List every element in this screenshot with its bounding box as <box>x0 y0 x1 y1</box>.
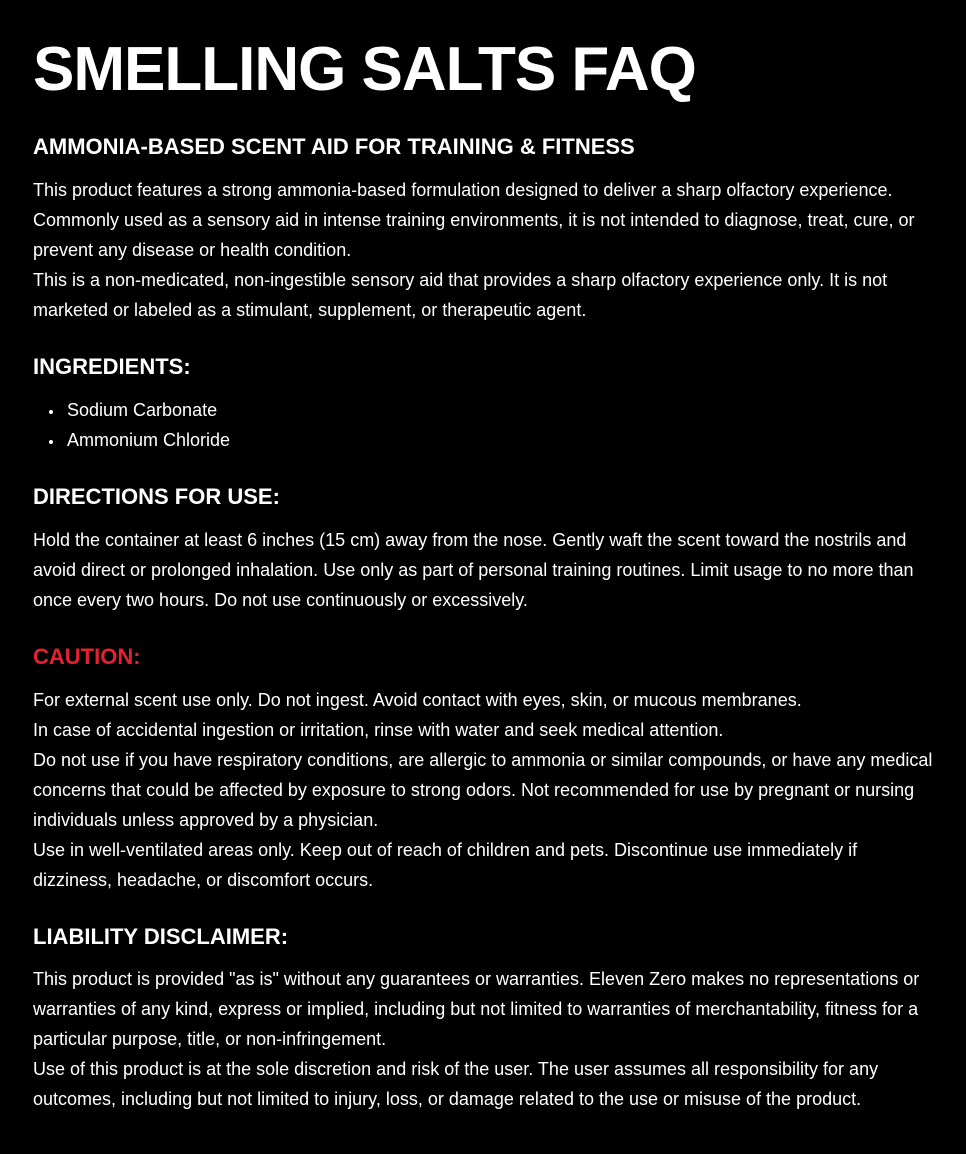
ingredient-list <box>33 395 934 455</box>
disclaimer-paragraph: Use of this product is at the sole discretion and risk of the user. The user assumes all responsibility for any outcomes, including but not limited to injury, loss, or damage related to the use or misuse of the product. <box>33 1059 879 1110</box>
directions-paragraph: Hold the container at least 6 inches (15 cm) away from the nose. Gently waft the scent toward the nostrils and avoid direct or prolonged inhalation. Use only as part of personal training routines. Limit usage to no more than once every two hours. Do not use continuously or excessively. <box>33 530 914 611</box>
faq-document <box>33 34 934 1114</box>
ingredient-item: • Sodium Carbonate <box>64 395 934 425</box>
disclaimer-paragraph: This product is provided "as is" without any guarantees or warranties. Eleven Zero makes no representations or warranties of any kind, express or implied, including but not limited to warranties of merchantability, fitness for a particular purpose, title, or non-infringement. <box>33 969 920 1050</box>
disclaimer-heading: LIABILITY DISCLAIMER: <box>33 923 289 949</box>
intro-heading: AMMONIA-BASED SCENT AID FOR TRAINING & FITNESS <box>33 134 635 160</box>
section-directions <box>33 483 934 615</box>
section-disclaimer <box>33 923 934 1115</box>
caution-heading: CAUTION: <box>33 644 141 670</box>
caution-paragraph: Use in well-ventilated areas only. Keep out of reach of children and pets. Discontinue use immediately if dizziness, headache, or discomfort occurs. <box>33 839 858 890</box>
ingredient-item: • Ammonium Chloride <box>64 425 934 455</box>
section-intro <box>33 133 934 325</box>
caution-paragraph: In case of accidental ingestion or irritation, rinse with water and seek medical attention. <box>33 719 724 740</box>
intro-paragraph: This is a non-medicated, non-ingestible sensory aid that provides a sharp olfactory experience only. It is not marketed or labeled as a stimulant, supplement, or therapeutic agent. <box>33 269 888 320</box>
directions-heading: DIRECTIONS FOR USE: <box>33 484 280 510</box>
section-caution <box>33 643 934 895</box>
section-ingredients <box>33 353 934 456</box>
caution-paragraph: For external scent use only. Do not ingest. Avoid contact with eyes, skin, or mucous membranes. <box>33 689 802 710</box>
caution-paragraph: Do not use if you have respiratory conditions, are allergic to ammonia or similar compounds, or have any medical concerns that could be affected by exposure to strong odors. Not recommended for use by pregnant or nursing individuals unless approved by a physician. <box>33 749 933 830</box>
intro-paragraph: This product features a strong ammonia-based formulation designed to deliver a sharp olfactory experience. Commonly used as a sensory aid in intense training environments, it is not intended to diagnose, treat, cure, or prevent any disease or health condition. <box>33 179 915 260</box>
ingredients-heading: INGREDIENTS: <box>33 353 191 379</box>
page-title: SMELLING SALTS FAQ <box>33 35 696 104</box>
